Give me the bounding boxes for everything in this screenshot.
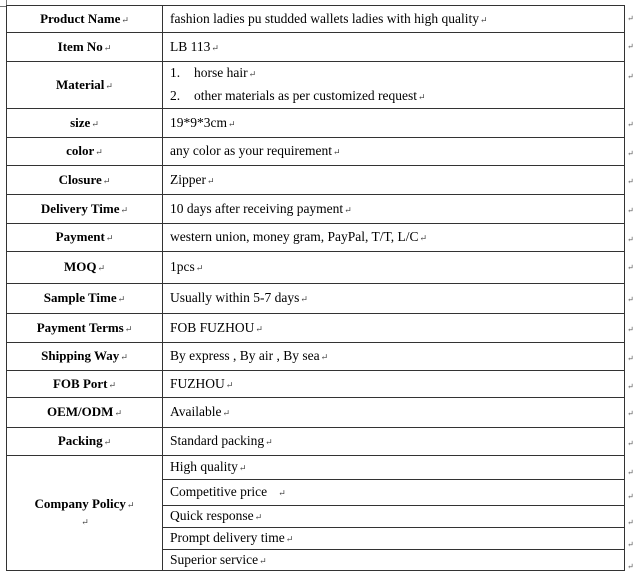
- row-label-closure: Closure↵: [7, 166, 163, 195]
- table-row: [7, 398, 625, 428]
- row-value-sample-time: Usually within 5-7 days↵: [163, 284, 625, 314]
- end-of-row-mark: ↵: [627, 14, 634, 23]
- row-value-product-name: fashion ladies pu studded wallets ladies with high quality↵: [163, 6, 625, 33]
- end-of-row-mark: ↵: [627, 492, 634, 501]
- material-item: 1. horse hair↵: [170, 65, 257, 80]
- row-value-color: any color as your requirement↵: [163, 138, 625, 166]
- table-row: [7, 138, 625, 166]
- end-of-row-mark: ↵: [627, 149, 634, 158]
- row-label-payment-terms: Payment Terms↵: [7, 314, 163, 343]
- end-of-row-mark: ↵: [627, 235, 634, 244]
- row-label-sample-time: Sample Time↵: [7, 284, 163, 314]
- row-value-size: 19*9*3cm↵: [163, 109, 625, 138]
- table-row: [7, 62, 625, 109]
- end-of-row-mark: ↵: [627, 354, 634, 363]
- row-value-payment: western union, money gram, PayPal, T/T, L/C↵: [163, 224, 625, 252]
- row-value-fob-port: FUZHOU↵: [163, 371, 625, 398]
- table-row: [7, 284, 625, 314]
- row-value-moq: 1pcs↵: [163, 252, 625, 284]
- end-of-row-mark: ↵: [627, 72, 634, 81]
- table-row: [7, 371, 625, 398]
- table-row: [7, 33, 625, 62]
- row-value-delivery-time: 10 days after receiving payment↵: [163, 195, 625, 224]
- policy-item: High quality↵: [163, 456, 625, 480]
- table-row: [7, 195, 625, 224]
- end-of-row-mark: ↵: [627, 562, 634, 571]
- policy-item: Quick response↵: [163, 506, 625, 528]
- row-value-packing: Standard packing↵: [163, 428, 625, 456]
- end-of-row-mark: ↵: [627, 409, 634, 418]
- row-label-payment: Payment↵: [7, 224, 163, 252]
- end-of-row-mark: ↵: [627, 295, 634, 304]
- end-of-row-mark: ↵: [627, 382, 634, 391]
- policy-item: Competitive price ↵: [163, 480, 625, 506]
- table-row: [7, 314, 625, 343]
- row-value-shipping-way: By express , By air , By sea↵: [163, 343, 625, 371]
- row-label-size: size↵: [7, 109, 163, 138]
- table-row: [7, 109, 625, 138]
- row-label-product-name: Product Name↵: [7, 6, 163, 33]
- table-row: [7, 166, 625, 195]
- row-label-fob-port: FOB Port↵: [7, 371, 163, 398]
- end-of-row-mark: ↵: [627, 42, 634, 51]
- row-label-packing: Packing↵: [7, 428, 163, 456]
- policy-item: Prompt delivery time↵: [163, 528, 625, 550]
- material-item: 2. other materials as per customized request↵: [170, 88, 426, 103]
- row-value-item-no: LB 113↵: [163, 33, 625, 62]
- row-label-company-policy: Company Policy↵ ↵: [7, 456, 163, 571]
- table-row: [7, 6, 625, 33]
- end-of-row-mark: ↵: [627, 518, 634, 527]
- row-label-moq: MOQ↵: [7, 252, 163, 284]
- row-label-delivery-time: Delivery Time↵: [7, 195, 163, 224]
- row-value-closure: Zipper↵: [163, 166, 625, 195]
- table-row: [7, 252, 625, 284]
- product-spec-table: [6, 5, 625, 571]
- end-of-row-mark: ↵: [627, 468, 634, 477]
- table-row: [7, 456, 625, 480]
- end-of-row-mark: ↵: [627, 206, 634, 215]
- row-value-payment-terms: FOB FUZHOU↵: [163, 314, 625, 343]
- end-of-row-mark: ↵: [627, 540, 634, 549]
- table-row: [7, 343, 625, 371]
- end-of-row-mark: ↵: [627, 263, 634, 272]
- row-value-material: [163, 62, 625, 109]
- row-value-oem-odm: Available↵: [163, 398, 625, 428]
- row-label-material: Material↵: [7, 62, 163, 109]
- end-of-row-mark: ↵: [627, 325, 634, 334]
- row-label-color: color↵: [7, 138, 163, 166]
- end-of-row-mark: ↵: [627, 439, 634, 448]
- table-row: [7, 224, 625, 252]
- row-label-shipping-way: Shipping Way↵: [7, 343, 163, 371]
- policy-item: Superior service↵: [163, 550, 625, 571]
- end-of-row-mark: ↵: [627, 177, 634, 186]
- table-row: [7, 428, 625, 456]
- end-of-row-mark: ↵: [627, 120, 634, 129]
- row-label-oem-odm: OEM/ODM↵: [7, 398, 163, 428]
- end-of-row-marks: [627, 5, 634, 580]
- row-label-item-no: Item No↵: [7, 33, 163, 62]
